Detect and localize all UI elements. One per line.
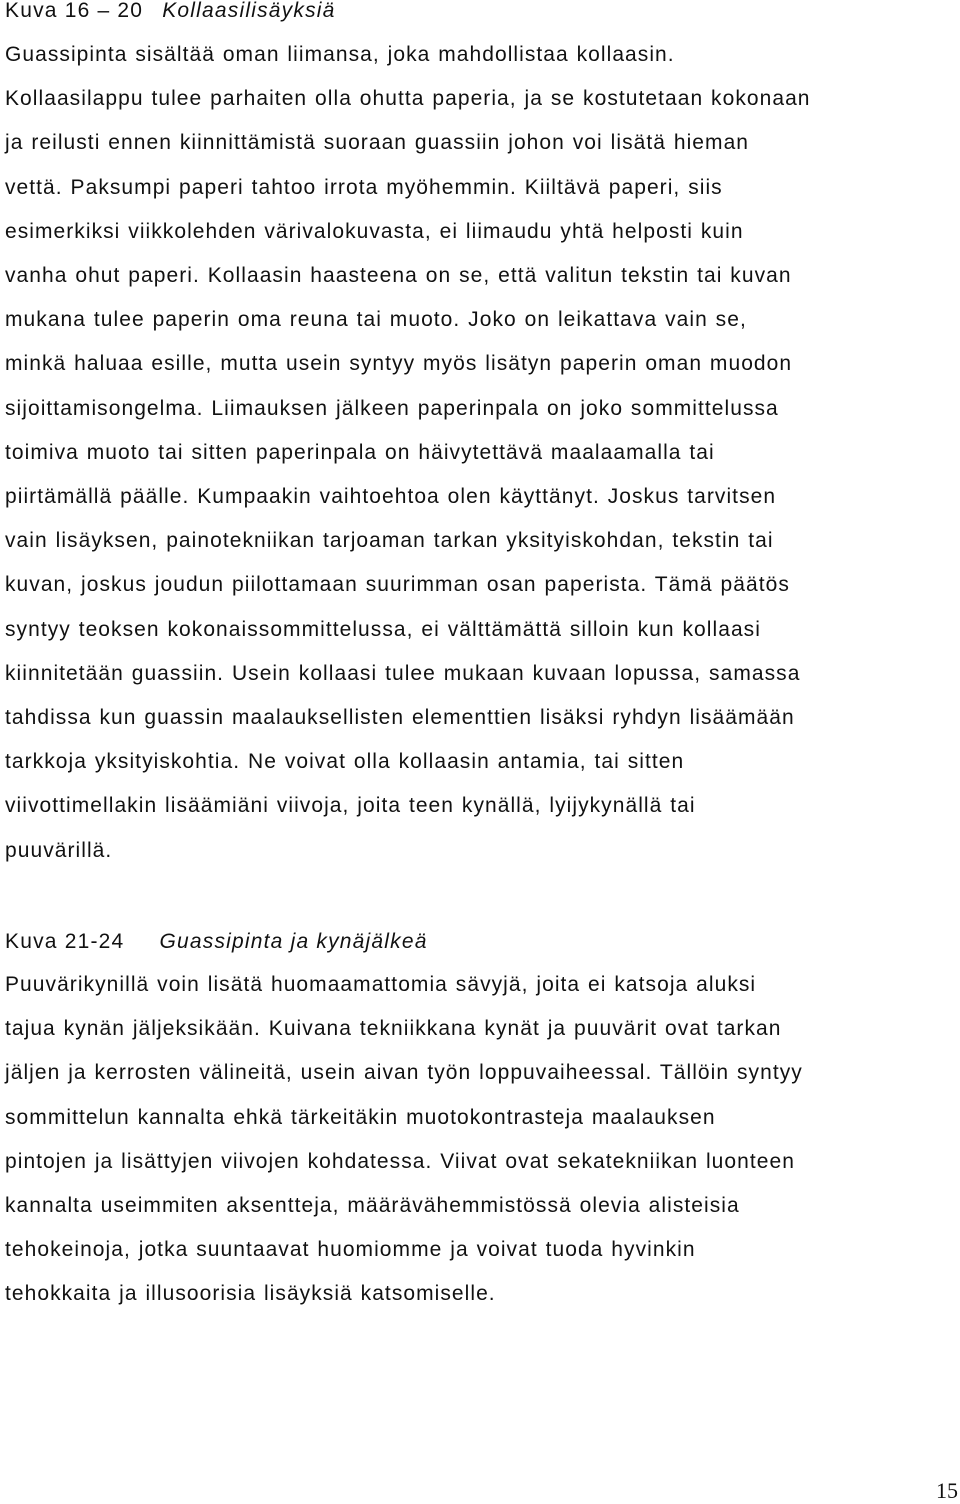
paragraph-line: Kollaasilappu tulee parhaiten olla ohutta paperia, ja se kostutetaan kokonaan bbox=[5, 87, 811, 111]
paragraph-line: tahdissa kun guassin maalauksellisten elementtien lisäksi ryhdyn lisäämään bbox=[5, 706, 795, 730]
paragraph-line: Puuvärikynillä voin lisätä huomaamattomia sävyjä, joita ei katsoja aluksi bbox=[5, 973, 757, 996]
paragraph-line: sijoittamisongelma. Liimauksen jälkeen paperinpala on joko sommittelussa bbox=[5, 396, 779, 420]
figure-caption-title: Kollaasilisäyksiä bbox=[162, 0, 336, 22]
figure-caption bbox=[5, 0, 336, 25]
paragraph-line: kuvan, joskus joudun piilottamaan suurimman osan paperista. Tämä päätös bbox=[5, 573, 790, 597]
paragraph-line: kannalta useimmiten aksentteja, määrävähemmistössä olevia alisteisia bbox=[5, 1194, 740, 1218]
body-paragraph bbox=[5, 33, 957, 873]
paragraph-line: vanha ohut paperi. Kollaasin haasteena on se, että valitun tekstin tai kuvan bbox=[5, 264, 792, 288]
paragraph-line: kiinnitetään guassiin. Usein kollaasi tulee mukaan kuvaan lopussa, samassa bbox=[5, 661, 801, 685]
paragraph-line: esimerkiksi viikkolehden värivalokuvasta, ei liimaudu yhtä helposti kuin bbox=[5, 219, 744, 243]
paragraph-line: tajua kynän jäljeksikään. Kuivana tekniikkana kynät ja puuvärit ovat tarkan bbox=[5, 1017, 782, 1041]
figure-caption-label: Kuva 21-24 bbox=[5, 930, 125, 953]
paragraph-line: vettä. Paksumpi paperi tahtoo irrota myöhemmin. Kiiltävä paperi, siis bbox=[5, 175, 723, 199]
paragraph-line: vain lisäyksen, painotekniikan tarjoaman tarkan yksityiskohdan, tekstin tai bbox=[5, 529, 774, 553]
figure-caption bbox=[5, 928, 428, 956]
paragraph-line: piirtämällä päälle. Kumpaakin vaihtoehtoa olen käyttänyt. Joskus tarvitsen bbox=[5, 485, 777, 509]
figure-caption-title: Guassipinta ja kynäjälkeä bbox=[159, 930, 428, 953]
paragraph-line: toimiva muoto tai sitten paperinpala on häivytettävä maalaamalla tai bbox=[5, 440, 715, 464]
paragraph-line: sommittelun kannalta ehkä tärkeitäkin muotokontrasteja maalauksen bbox=[5, 1105, 716, 1129]
figure-caption-label: Kuva 16 – 20 bbox=[5, 0, 144, 22]
paragraph-line: tarkkoja yksityiskohtia. Ne voivat olla kollaasin antamia, tai sitten bbox=[5, 750, 685, 774]
paragraph-line: tehokeinoja, jotka suuntaavat huomiomme ja voivat tuoda hyvinkin bbox=[5, 1238, 696, 1262]
paragraph-line: mukana tulee paperin oma reuna tai muoto. Joko on leikattava vain se, bbox=[5, 308, 747, 332]
paragraph-line: jäljen ja kerrosten välineitä, usein aivan työn loppuvaiheessal. Tällöin syntyy bbox=[5, 1061, 803, 1085]
paragraph-line: viivottimellakin lisäämiäni viivoja, joita teen kynällä, lyijykynällä tai bbox=[5, 794, 696, 818]
paragraph-line: tehokkaita ja illusoorisia lisäyksiä katsomiselle. bbox=[5, 1282, 496, 1306]
page-number: 15 bbox=[936, 1478, 958, 1503]
paragraph-line: minkä haluaa esille, mutta usein syntyy myös lisätyn paperin oman muodon bbox=[5, 352, 793, 376]
paragraph-line: ja reilusti ennen kiinnittämistä suoraan guassiin johon voi lisätä hieman bbox=[5, 131, 750, 155]
paragraph-line: puuvärillä. bbox=[5, 838, 113, 862]
paragraph-line: syntyy teoksen kokonaissommittelussa, ei välttämättä silloin kun kollaasi bbox=[5, 617, 761, 641]
paragraph-line: pintojen ja lisättyjen viivojen kohdatessa. Viivat ovat sekatekniikan luonteen bbox=[5, 1149, 795, 1173]
body-paragraph bbox=[5, 963, 957, 1317]
paragraph-line: Guassipinta sisältää oman liimansa, joka mahdollistaa kollaasin. bbox=[5, 43, 675, 66]
